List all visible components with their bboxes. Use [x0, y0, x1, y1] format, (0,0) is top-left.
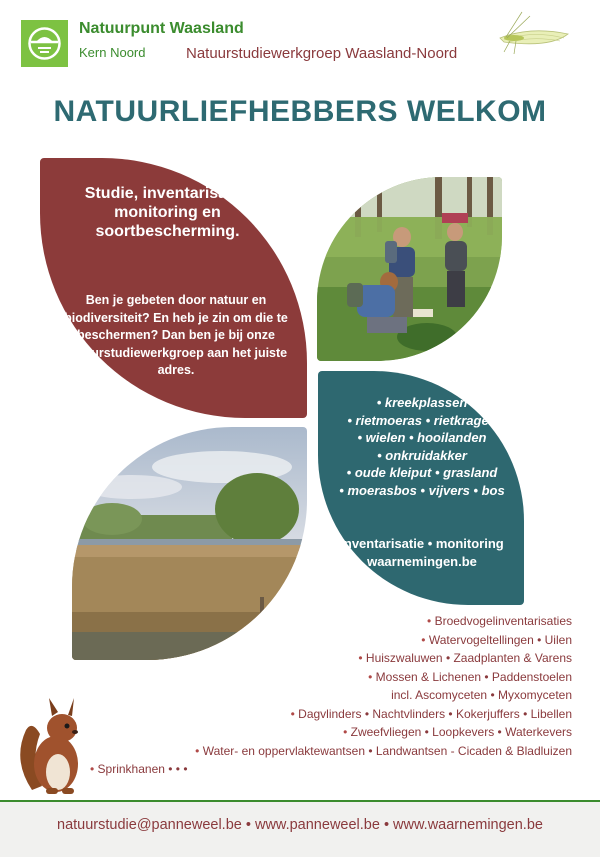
species-item: • Watervogeltellingen • Uilen: [421, 632, 572, 647]
intro-heading: Studie, inventarisatie, monitoring en soortbescherming.: [84, 185, 251, 240]
species-item: • Huiszwaluwen • Zaadplanten & Varens: [358, 651, 572, 665]
species-item: • Sprinkhanen • • •: [90, 762, 188, 776]
habitat-item: • wielen • hooilanden: [357, 430, 487, 445]
werkgroep-label: Natuurstudiewerkgroep Waasland-Noord: [186, 45, 458, 62]
habitat-item: • kreekplassen: [376, 395, 468, 410]
habitat-item: • rietmoeras • rietkragen: [347, 412, 497, 428]
activities-line: inventarisatie • monitoring: [340, 536, 504, 551]
species-item: • Broedvogelinventarisaties: [427, 614, 572, 628]
footer-contact[interactable]: natuurstudie@panneweel.be • www.panneweel.be • www.waarnemingen.be: [57, 817, 543, 833]
activities: [322, 535, 522, 571]
activities-website: waarnemingen.be: [367, 554, 477, 569]
species-item: • Zweefvliegen • Loopkevers • Waterkevers: [343, 725, 572, 739]
lacewing-illustration: [490, 8, 574, 62]
habitat-item: • onkruidakker: [377, 447, 467, 463]
page-title: NATUURLIEFHEBBERS WELKOM: [53, 95, 547, 128]
habitat-list: [322, 394, 522, 499]
org-name: Natuurpunt Waasland: [79, 20, 244, 37]
species-item: • Water- en oppervlaktewantsen • Landwantsen - Cicaden & Bladluizen: [195, 743, 572, 758]
habitat-item: • moerasbos • vijvers • bos: [339, 482, 505, 498]
species-item: incl. Ascomyceten • Myxomyceten: [391, 688, 572, 702]
species-list: [90, 612, 572, 779]
species-item: • Dagvlinders • Nachtvlinders • Kokerjuffers • Libellen: [290, 706, 572, 721]
squirrel-illustration: [12, 690, 90, 800]
photo-naturalists-forest: [317, 177, 502, 361]
kern-label: Kern Noord: [79, 45, 146, 60]
species-item: • Mossen & Lichenen • Paddenstoelen: [368, 669, 572, 684]
habitat-item: • oude kleiput • grasland: [346, 465, 498, 480]
natuurpunt-logo: [21, 20, 68, 67]
intro-body: Ben je gebeten door natuur en biodiversiteit? En heb je zin om die te beschermen? Dan ben je bij onze natuurstudiewerkgroep aan het juiste adres.: [64, 293, 288, 377]
